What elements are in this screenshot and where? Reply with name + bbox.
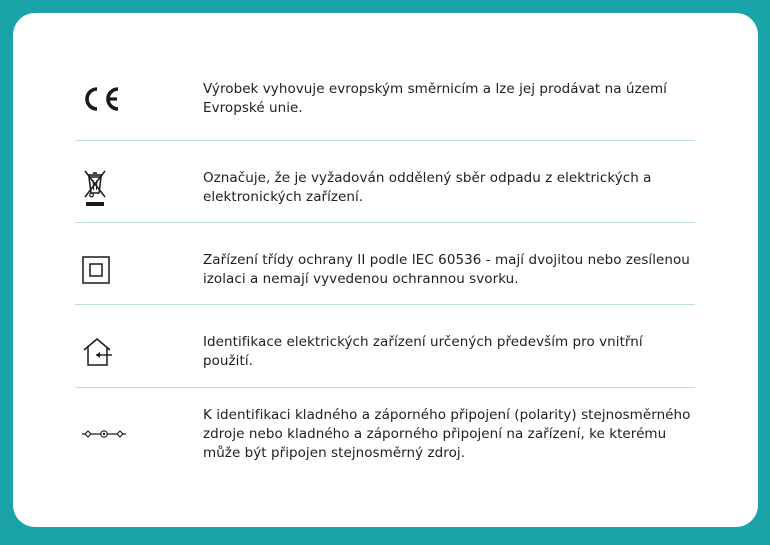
dc-polarity-icon — [75, 427, 203, 441]
symbol-description: Zařízení třídy ochrany II podle IEC 60536 - mají dvojitou nebo zesílenou izolaci a nemají vyvedenou ochrannou svorku. — [203, 252, 690, 287]
symbols-card — [13, 13, 758, 527]
symbol-description: K identifikaci kladného a záporného připojení (polarity) stejnosměrného zdroje nebo kladného a záporného připojení na zařízení, ke kterému může být připojen stejnosměrný zdroj. — [203, 406, 691, 461]
crossed-out-wheelie-bin-icon — [75, 167, 203, 209]
row-divider — [75, 140, 695, 141]
symbol-description: Označuje, že je vyžadován oddělený sběr odpadu z elektrických a elektronických zařízení. — [203, 170, 652, 205]
symbol-row-class-ii — [75, 235, 695, 305]
symbol-description: Výrobek vyhovuje evropským směrnicím a lze jej prodávat na území Evropské unie. — [203, 81, 667, 116]
symbol-row-ce — [75, 71, 695, 127]
symbol-description: Identifikace elektrických zařízení určených především pro vnitřní použití. — [203, 334, 643, 369]
row-divider — [75, 387, 695, 388]
class-ii-double-insulation-icon — [75, 255, 203, 285]
row-divider — [75, 304, 695, 305]
symbol-row-weee — [75, 153, 695, 223]
symbol-row-polarity — [75, 399, 695, 469]
symbol-row-indoor — [75, 317, 695, 387]
indoor-use-house-icon — [75, 336, 203, 368]
row-divider — [75, 222, 695, 223]
ce-mark-icon — [75, 85, 203, 113]
